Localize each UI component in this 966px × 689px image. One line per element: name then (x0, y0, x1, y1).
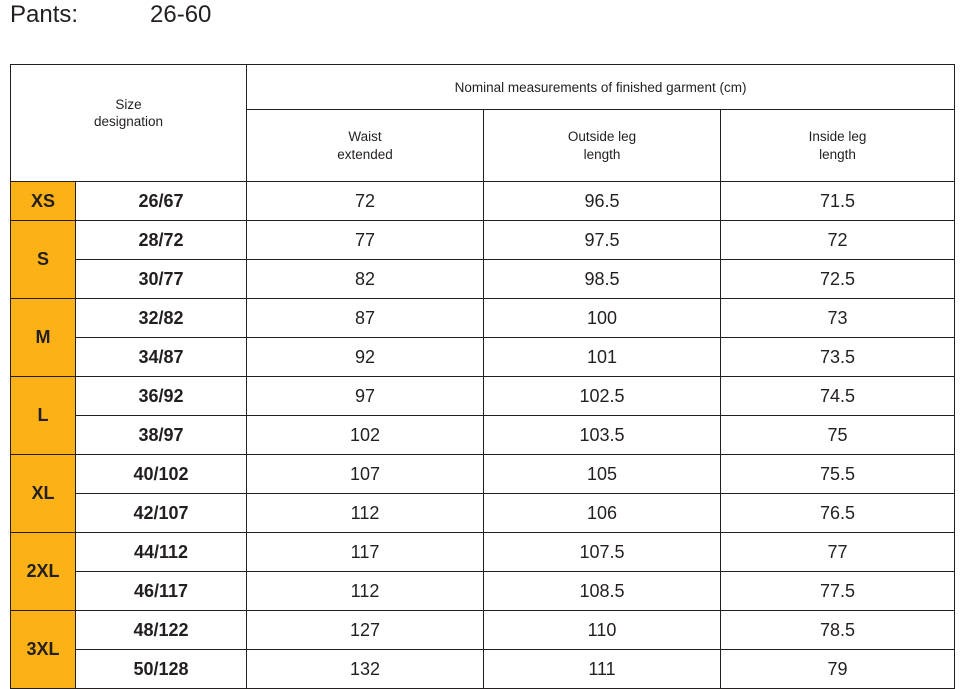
inside-leg-cell: 76.5 (721, 494, 955, 533)
outside-leg-cell: 98.5 (484, 260, 721, 299)
table-row (11, 299, 955, 338)
size-code-cell: M (11, 299, 76, 377)
table-row (11, 338, 955, 377)
waist-cell: 87 (247, 299, 484, 338)
inside-leg-cell: 73.5 (721, 338, 955, 377)
table-row (11, 650, 955, 689)
table-header (11, 65, 955, 182)
waist-cell: 97 (247, 377, 484, 416)
designation-cell: 38/97 (76, 416, 247, 455)
waist-cell: 82 (247, 260, 484, 299)
inside-leg-cell: 74.5 (721, 377, 955, 416)
designation-cell: 44/112 (76, 533, 247, 572)
outside-leg-cell: 103.5 (484, 416, 721, 455)
outside-leg-cell: 101 (484, 338, 721, 377)
designation-cell: 40/102 (76, 455, 247, 494)
outside-leg-cell: 100 (484, 299, 721, 338)
designation-cell: 42/107 (76, 494, 247, 533)
waist-cell: 72 (247, 182, 484, 221)
size-code-cell: S (11, 221, 76, 299)
inside-leg-cell: 77.5 (721, 572, 955, 611)
waist-cell: 92 (247, 338, 484, 377)
outside-leg-cell: 106 (484, 494, 721, 533)
designation-cell: 26/67 (76, 182, 247, 221)
inside-leg-cell: 72.5 (721, 260, 955, 299)
title-size-range: 26-60 (150, 1, 212, 28)
outside-leg-cell: 107.5 (484, 533, 721, 572)
inside-leg-cell: 77 (721, 533, 955, 572)
designation-cell: 50/128 (76, 650, 247, 689)
size-designation-label: Size designation (93, 97, 164, 129)
header-nominal-measurements: Nominal measurements of finished garment (cm) (247, 65, 955, 110)
inside-leg-cell: 75.5 (721, 455, 955, 494)
waist-cell: 117 (247, 533, 484, 572)
table-row (11, 611, 955, 650)
header-inside-leg-length: Inside leg length (721, 110, 955, 182)
designation-cell: 34/87 (76, 338, 247, 377)
designation-cell: 46/117 (76, 572, 247, 611)
table-row (11, 260, 955, 299)
header-outside-leg-length: Outside leg length (484, 110, 721, 182)
outside-leg-cell: 97.5 (484, 221, 721, 260)
designation-cell: 32/82 (76, 299, 247, 338)
table-row (11, 221, 955, 260)
outside-leg-cell: 96.5 (484, 182, 721, 221)
table-body (11, 182, 955, 689)
table-row (11, 455, 955, 494)
designation-cell: 36/92 (76, 377, 247, 416)
header-waist-extended: Waist extended (247, 110, 484, 182)
table-row (11, 533, 955, 572)
waist-cell: 112 (247, 572, 484, 611)
inside-leg-cell: 71.5 (721, 182, 955, 221)
waist-cell: 127 (247, 611, 484, 650)
waist-cell: 102 (247, 416, 484, 455)
inside-leg-cell: 73 (721, 299, 955, 338)
outside-leg-cell: 105 (484, 455, 721, 494)
designation-cell: 28/72 (76, 221, 247, 260)
table-row (11, 416, 955, 455)
waist-cell: 132 (247, 650, 484, 689)
inside-leg-cell: 78.5 (721, 611, 955, 650)
size-code-cell: L (11, 377, 76, 455)
outside-leg-cell: 110 (484, 611, 721, 650)
waist-cell: 77 (247, 221, 484, 260)
size-code-cell: XL (11, 455, 76, 533)
table-row (11, 377, 955, 416)
inside-leg-cell: 75 (721, 416, 955, 455)
inside-leg-cell: 72 (721, 221, 955, 260)
designation-cell: 30/77 (76, 260, 247, 299)
outside-leg-cell: 102.5 (484, 377, 721, 416)
header-size-designation (11, 65, 247, 182)
waist-cell: 107 (247, 455, 484, 494)
outside-leg-cell: 111 (484, 650, 721, 689)
size-code-cell: 2XL (11, 533, 76, 611)
designation-cell: 48/122 (76, 611, 247, 650)
table-row (11, 572, 955, 611)
size-chart-table (10, 64, 955, 689)
size-code-cell: 3XL (11, 611, 76, 689)
inside-leg-cell: 79 (721, 650, 955, 689)
table-row (11, 182, 955, 221)
waist-cell: 112 (247, 494, 484, 533)
outside-leg-cell: 108.5 (484, 572, 721, 611)
title-label: Pants: (10, 1, 79, 28)
size-code-cell: XS (11, 182, 76, 221)
table-row (11, 494, 955, 533)
